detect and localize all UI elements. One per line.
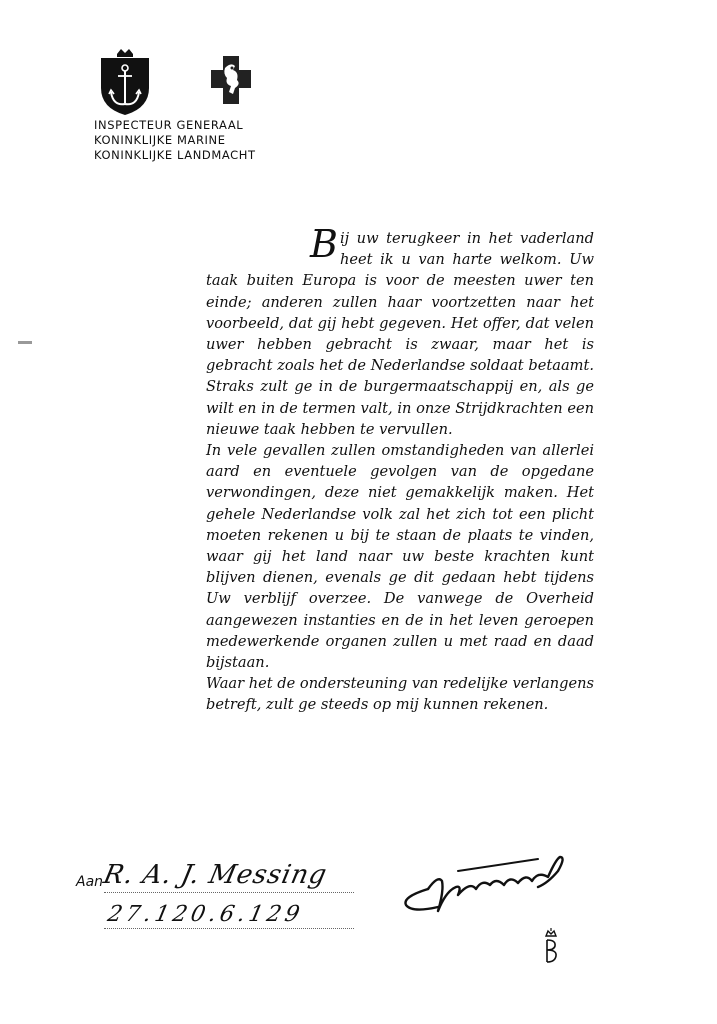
scan-mark — [18, 341, 32, 344]
letter-body — [206, 222, 594, 716]
service-number: 27.120.6.129 — [105, 902, 306, 927]
navy-anchor-shield-icon — [99, 48, 151, 116]
sender-header — [94, 118, 256, 163]
dotted-line — [104, 892, 354, 893]
handwritten-signature — [398, 845, 573, 925]
emblems — [99, 48, 249, 118]
header-line: INSPECTEUR GENERAAL — [94, 118, 244, 132]
army-cross-lion-icon — [209, 54, 253, 106]
addressee-label: Aan — [76, 874, 104, 890]
drop-cap: B — [310, 222, 338, 266]
addressee-block — [76, 862, 366, 942]
header-line: KONINKLIJKE MARINE — [94, 133, 226, 147]
letter-paragraph: In vele gevallen zullen omstandigheden van allerlei aard en eventuele gevolgen van de opgedane verwondingen, deze niet gemakkelijk maken. Het gehele Nederlandse volk zal het zich tot een plicht moeten rekenen u bij te staan de plaats te vinden, waar gij het land naar uw beste krachten kunt blijven dienen, evenals ge dit gedaan hebt tijdens Uw verblijf overzee. De vanwege de Overheid aangewezen instanties en de in het leven geroepen medewerkende organen zullen u met raad en daad bijstaan. — [206, 442, 594, 672]
letter-paragraph: Waar het de ondersteuning van redelijke verlangens betreft, zult ge steeds op mij kunnen rekenen. — [206, 675, 594, 714]
letter-paragraph — [206, 222, 594, 440]
paragraph-text: ij uw terugkeer in het vaderland heet ik u van harte welkom. Uw taak buiten Europa is voor de meesten uwer ten einde; anderen zullen haar voortzetten naar het voorbeeld, dat gij hebt gegeven. Het offer, dat velen uwer hebben gebracht is zwaar, maar het is gebracht zoals het de Nederlandse soldaat betaamt. Straks zult ge in de burgermaatschappij en, als ge wilt en in de termen valt, in onze Strijdkrachten een nieuwe taak hebben te vervullen. — [206, 230, 594, 438]
addressee-name: R. A. J. Messing — [100, 860, 330, 890]
crowned-monogram-icon — [540, 928, 562, 964]
dotted-line — [104, 928, 354, 929]
header-line: KONINKLIJKE LANDMACHT — [94, 148, 256, 162]
